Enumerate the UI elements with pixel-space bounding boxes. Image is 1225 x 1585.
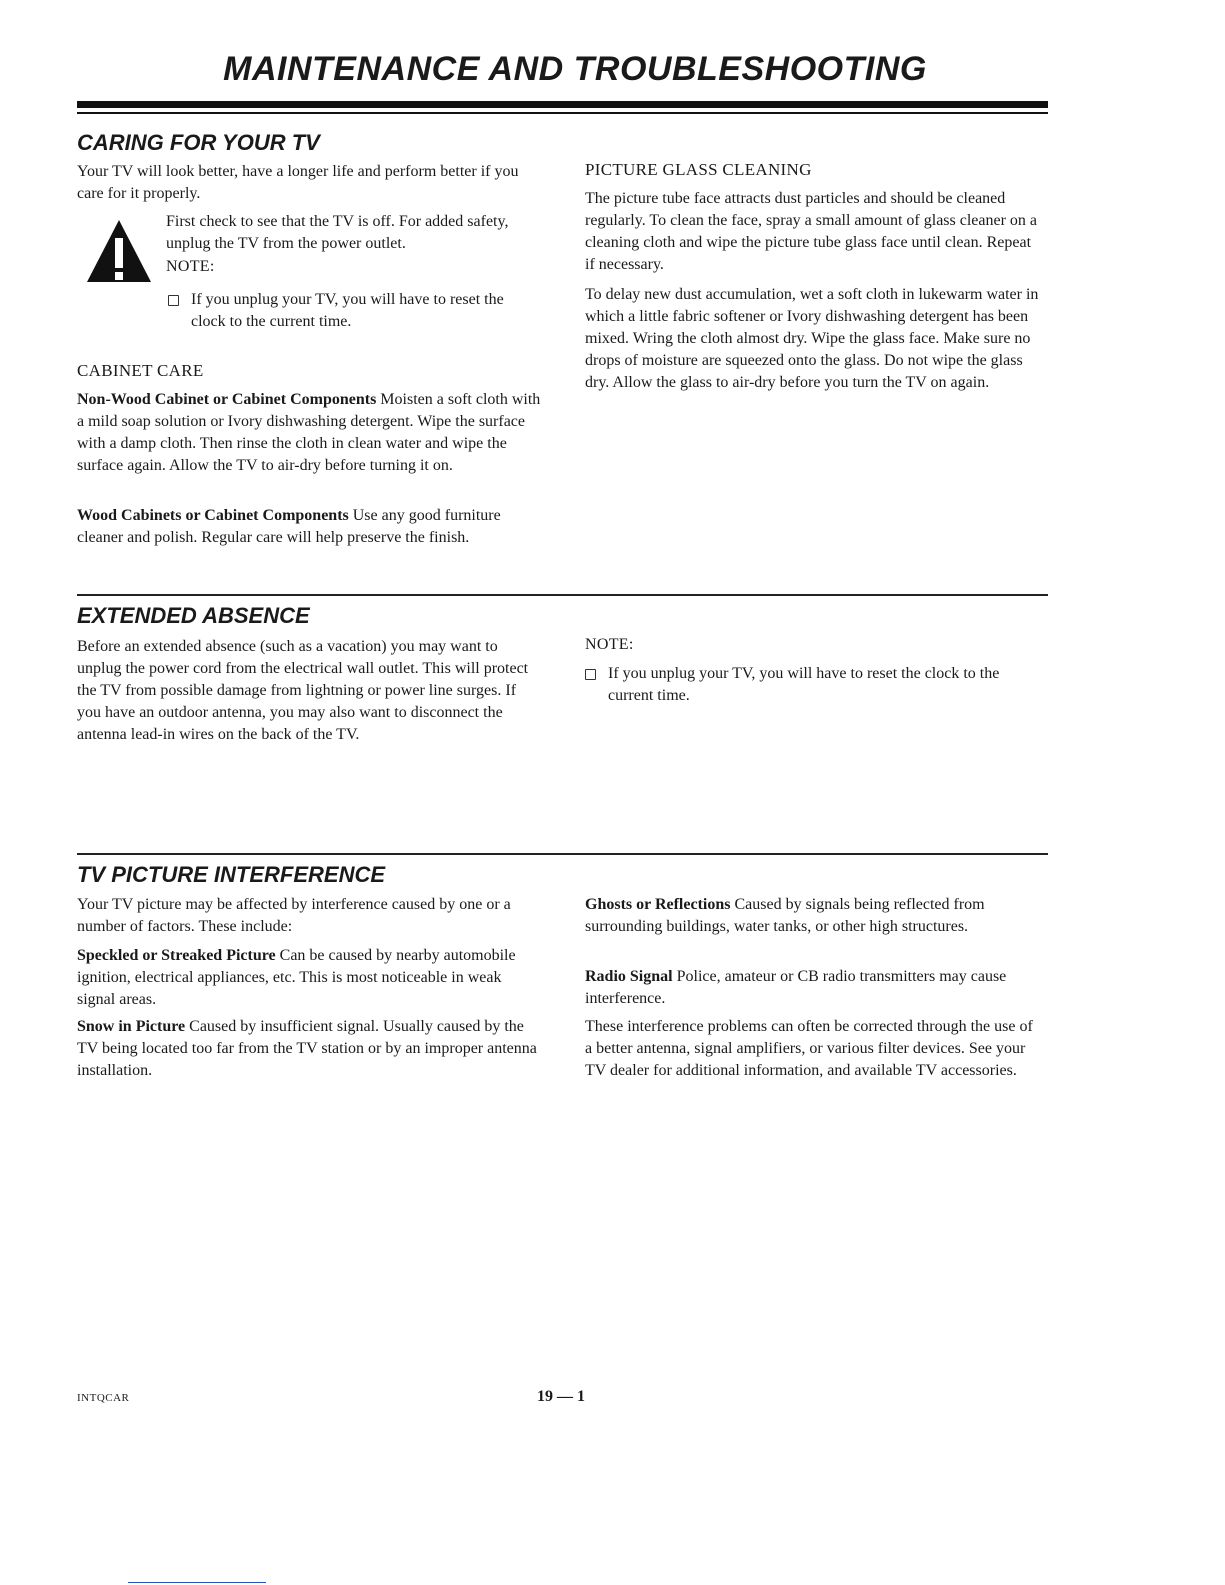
footer-code: INTQCAR: [77, 1392, 130, 1404]
speckled-text: Can be caused by nearby automobile ignition, electrical appliances, etc. This is most noticeable in weak signal areas.: [77, 947, 516, 1008]
interference-heading: TV PICTURE INTERFERENCE: [77, 862, 386, 887]
nonwood-title: Non-Wood Cabinet or Cabinet Components: [77, 391, 377, 408]
ghosts-paragraph: [585, 894, 1035, 938]
note-bullet-text: If you unplug your TV, you will have to reset the clock to the current time.: [191, 291, 504, 330]
ghosts-text: Caused by signals being reflected from surrounding buildings, water tanks, or other high structures.: [585, 896, 985, 935]
section-divider: [77, 853, 1048, 855]
snow-paragraph: [77, 1016, 539, 1082]
wood-paragraph: [77, 505, 539, 549]
wood-title: Wood Cabinets or Cabinet Components: [77, 507, 349, 524]
nonwood-paragraph: [77, 389, 547, 477]
glass-paragraph-1: The picture tube face attracts dust particles and should be cleaned regularly. To clean the face, spray a small amount of glass cleaner on a cleaning cloth and wipe the picture tube glass face until clean. Repeat if necessary.: [585, 190, 1038, 273]
ghosts-title: Ghosts or Reflections: [585, 896, 731, 913]
speckled-title: Speckled or Streaked Picture: [77, 947, 276, 964]
absence-note-bullet-text: If you unplug your TV, you will have to reset the clock to the current time.: [608, 665, 1000, 704]
radio-title: Radio Signal: [585, 968, 673, 985]
wood-text: Use any good furniture cleaner and polish. Regular care will help preserve the finish.: [77, 507, 501, 546]
radio-text: Police, amateur or CB radio transmitters may cause interference.: [585, 968, 1007, 1007]
checkbox-bullet-icon: [168, 295, 179, 306]
page-title: MAINTENANCE AND TROUBLESHOOTING: [223, 50, 927, 88]
absence-note-bullet: [585, 663, 1040, 707]
speckled-paragraph: [77, 945, 539, 1011]
absence-heading: EXTENDED ABSENCE: [77, 603, 310, 628]
note-label: NOTE:: [166, 258, 215, 275]
radio-paragraph: [585, 966, 1035, 1010]
bottom-edge-line: [128, 1582, 266, 1583]
interference-intro: Your TV picture may be affected by interference caused by one or a number of factors. These include:: [77, 896, 511, 935]
section-divider: [77, 594, 1048, 596]
interference-closing: These interference problems can often be corrected through the use of a better antenna, signal amplifiers, or various filter devices. See your TV dealer for additional information, and available TV accessories.: [585, 1018, 1033, 1079]
glass-cleaning-heading: PICTURE GLASS CLEANING: [585, 160, 812, 179]
header-rule-thick: [77, 101, 1048, 108]
snow-text: Caused by insufficient signal. Usually caused by the TV being located too far from the TV station or by an improper antenna installation.: [77, 1018, 537, 1079]
absence-text: Before an extended absence (such as a vacation) you may want to unplug the power cord from the electrical wall outlet. This will protect the TV from possible damage from lightning or power line surges. If you have an outdoor antenna, you may also want to disconnect the antenna lead-in wires on the back of the TV.: [77, 638, 529, 743]
caring-heading: CARING FOR YOUR TV: [77, 130, 320, 155]
page-number: 19 — 1: [537, 1388, 585, 1405]
note-bullet: [168, 289, 538, 333]
cabinet-care-heading: CABINET CARE: [77, 361, 204, 380]
nonwood-text: Moisten a soft cloth with a mild soap solution or Ivory dishwashing detergent. Wipe the surface with a damp cloth. Then rinse the cloth in clean water and wipe the surface again. Allow the TV to air-dry before turning it on.: [77, 391, 541, 474]
absence-note-label: NOTE:: [585, 636, 634, 653]
checkbox-bullet-icon: [585, 669, 596, 680]
caring-intro: Your TV will look better, have a longer life and perform better if you care for it properly.: [77, 163, 519, 202]
warning-text: First check to see that the TV is off. For added safety, unplug the TV from the power outlet.: [166, 213, 509, 252]
header-rule-thin: [77, 112, 1048, 114]
snow-title: Snow in Picture: [77, 1018, 186, 1035]
glass-paragraph-2: To delay new dust accumulation, wet a soft cloth in lukewarm water in which a little fabric softener or Ivory dishwashing detergent has been mixed. Wring the cloth almost dry. Wipe the glass face. Make sure no drops of moisture are squeezed onto the glass. Do not wipe the glass dry. Allow the glass to air-dry before you turn the TV on again.: [585, 286, 1039, 391]
warning-triangle-icon: [85, 218, 153, 284]
